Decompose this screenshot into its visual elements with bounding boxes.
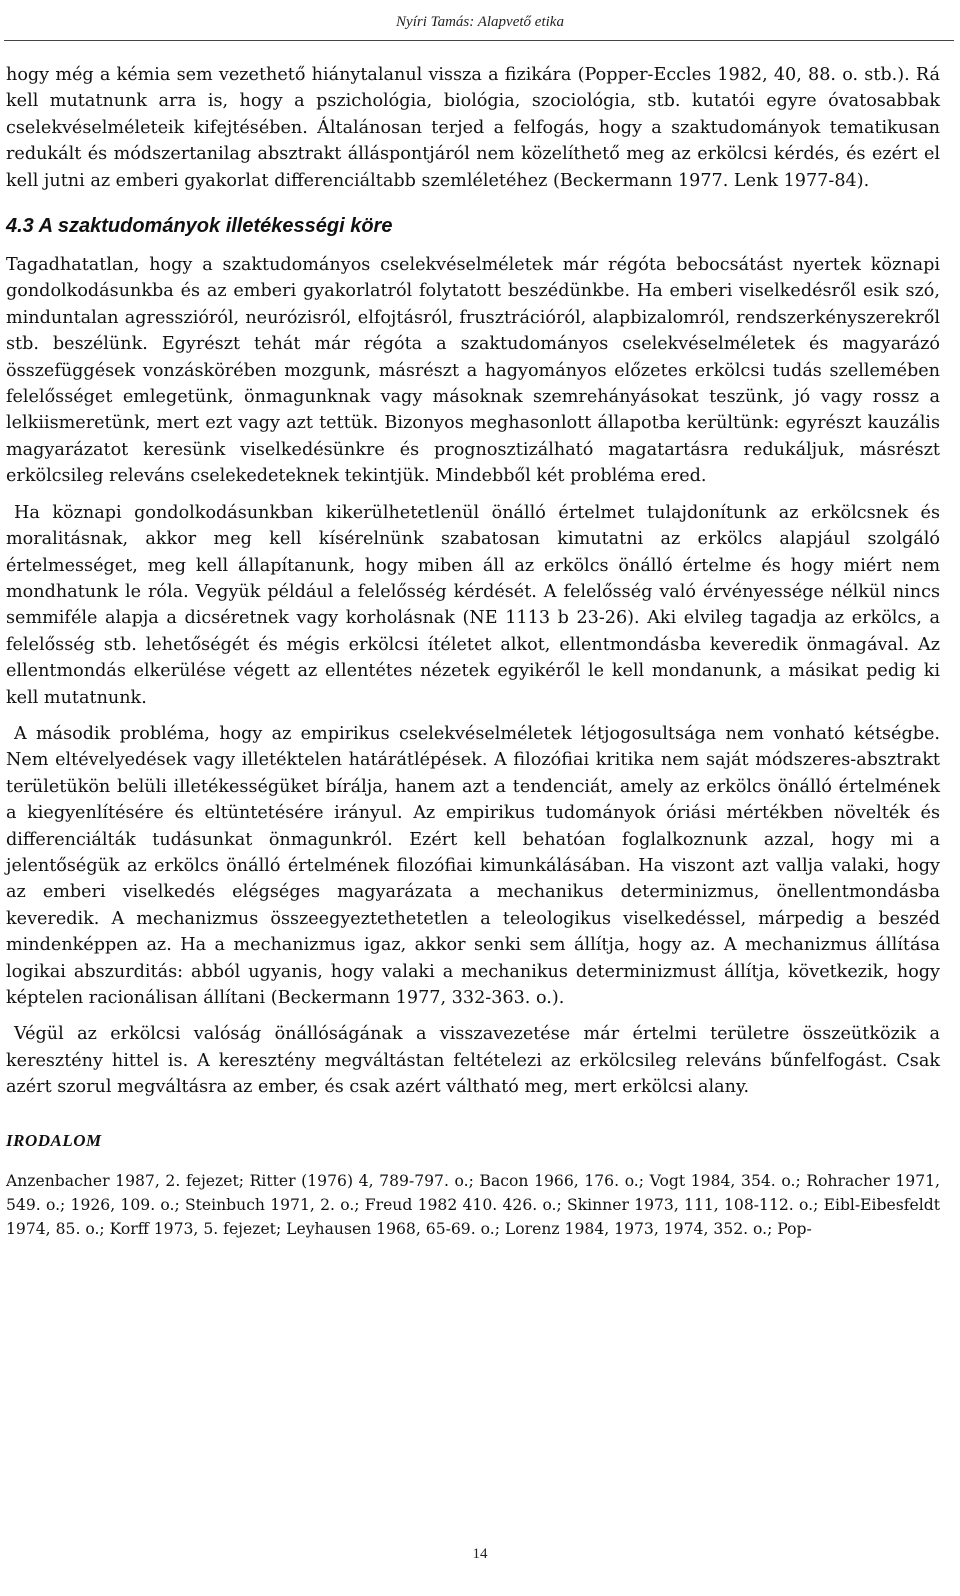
paragraph-continued: hogy még a kémia sem vezethető hiánytalanul vissza a fizikára (Popper-Eccles 1982, 40, 88. o. stb.). Rá kell mutatnunk arra is, hogy a pszichológia, biológia, szociológia, stb. kutatói egyre óvatosabbak cselekvéselméleteik kifejtésében. Általánosan terjed a felfogás, hogy a szaktudományok tematikusan redukált és módszertanilag absztrakt álláspontjáról nem közelíthető meg az erkölcsi kérdés, és ezért el kell jutni az emberi gyakorlat differenciáltabb szemléletéhez (Beckermann 1977. Lenk 1977-84). — [6, 65, 940, 191]
section-heading: 4.3 A szaktudományok illetékességi köre — [6, 215, 393, 238]
references-list: Anzenbacher 1987, 2. fejezet; Ritter (1976) 4, 789-797. o.; Bacon 1966, 176. o.; Vogt 1984, 354. o.; Rohracher 1971, 549. o.; 1926, 109. o.; Steinbuch 1971, 2. o.; Freud 1982 410. 426. o.; Skinner 1973, 111, 108-112. o.; Eibl-Eibesfeldt 1974, 85. o.; Korff 1973, 5. fejezet; Leyhausen 1968, 65-69. o.; Lorenz 1984, 1973, 1974, 352. o.; Pop- — [6, 1171, 940, 1238]
paragraph-2: Ha köznapi gondolkodásunkban kikerülhetetlenül önálló értelmet tulajdonítunk az erkölcsnek és moralitásnak, akkor meg kell kísérelnünk szabatosan kimutatni az erkölcs alapjául szolgáló értelmességet, meg kell állapítanunk, hogy miben áll az erkölcs önálló értelme és hogy miért nem mondhatunk le róla. Vegyük például a felelősség kérdését. A felelősség való érvényessége nélkül nincs semmiféle alapja a dicséretnek vagy korholásnak (NE 1113 b 23-26). Aki elvileg tagadja az erkölcs, a felelősség stb. lehetőségét és mégis erkölcsi ítéletet alkot, ellentmondásba keveredik önmagával. Az ellentmondás elkerülése végett az ellentétes nézetek egyikéről le kell mondanunk, a másikat pedig ki kell mutatnunk. — [6, 502, 940, 708]
paragraph-1: Tagadhatatlan, hogy a szaktudományos cselekvéselméletek már régóta bebocsátást nyertek köznapi gondolkodásunkba és az emberi gyakorlatról folytatott beszédünkbe. Ha emberi viselkedésről esik szó, minduntalan agresszióról, neurózisról, elfojtásról, frusztrációról, alapbizalomról, rendszerkényszerekről stb. beszélünk. Egyrészt tehát már régóta a szaktudományos cselekvéselméletek és magyarázó összefüggések vonzáskörében mozgunk, másrészt a hagyományos előzetes erkölcsi tudás szellemében felelősséget emlegetünk, önmagunknak vagy másoknak szemrehányásokat teszünk, jó vagy rossz a lelkiismeretünk, mert ezt vagy azt tettük. Bizonyos meghasonlott állapotba kerültünk: egyrészt kauzális magyarázatot keresünk viselkedésünkre és prognosztizálható magatartásra redukáljuk, másrészt erkölcsileg releváns cselekedeteknek tekintjük. Mindebből két probléma ered. — [6, 255, 940, 487]
running-header: Nyíri Tamás: Alapvető etika — [396, 14, 564, 30]
page-body — [6, 62, 940, 1241]
references-heading: IRODALOM — [6, 1130, 102, 1150]
header-divider — [4, 40, 954, 41]
page-number: 14 — [472, 1546, 488, 1562]
paragraph-4: Végül az erkölcsi valóság önállóságának a visszavezetése már értelmi területre összeütközik a keresztény hittel is. A keresztény megváltástan feltételezi az erkölcsileg releváns bűnfelfogást. Csak azért szorul megváltásra az ember, és csak azért váltható meg, mert erkölcsi alany. — [6, 1024, 940, 1098]
paragraph-3: A második probléma, hogy az empirikus cselekvéselméletek létjogosultsága nem vonható kétségbe. Nem eltévelyedések vagy illetéktelen határátlépések. A filozófiai kritika nem saját módszeres-absztrakt területükön belüli illetékességüket bírálja, hanem azt a tendenciát, amely az erkölcs önálló értelmének a kiegyenlítésére és eltüntetésére irányul. Az empirikus tudományok óriási mértékben növelték és differenciálták tudásunkat önmagunkról. Ezért kell behatóan foglalkoznunk azzal, hogy mi a jelentőségük az erkölcs önálló értelmének filozófiai kimunkálásában. Ha viszont azt vallja valaki, hogy az emberi viselkedés elégséges magyarázata a mechanikus determinizmus, önellentmondásba keveredik. A mechanizmus összeegyeztethetetlen a teleologikus viselkedéssel, márpedig a beszéd mindenképpen az. Ha a mechanizmus igaz, akkor senki sem állítja, hogy az. A mechanizmus állítása logikai abszurditás: abból ugyanis, hogy valaki a mechanikus determinizmust állítja, következik, hogy képtelen racionálisan állítani (Beckermann 1977, 332-363. o.). — [6, 723, 940, 1008]
